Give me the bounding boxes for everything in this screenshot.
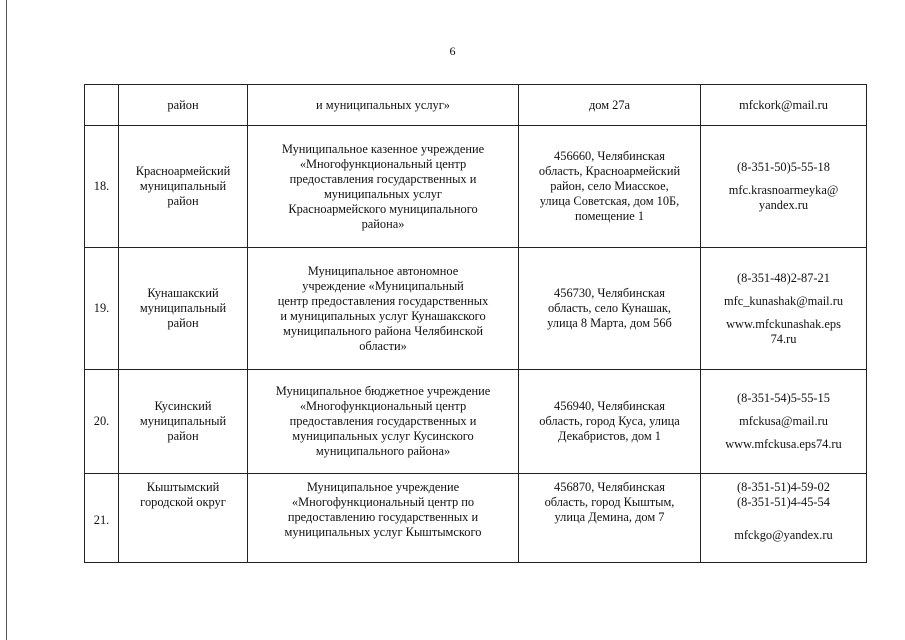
cell-line: улица 8 Марта, дом 56б (547, 316, 672, 330)
district-cell (119, 126, 248, 248)
contacts-cell (701, 126, 867, 248)
table-row (85, 474, 867, 563)
institution-cell (248, 248, 519, 370)
cell-line: 456870, Челябинская (554, 480, 665, 494)
district-cell (119, 370, 248, 474)
address-cell (519, 126, 701, 248)
email-link[interactable]: mfc.krasnoarmeyka@ (728, 183, 839, 197)
cell-line: район (167, 97, 199, 112)
cell-line: муниципальный (139, 414, 227, 428)
cell-line: предоставлению государственных и (287, 510, 479, 524)
table-row (85, 126, 867, 248)
cell-line: учреждение «Муниципальный (302, 278, 464, 293)
page-edge-line (6, 0, 7, 640)
cell-line: район (167, 316, 199, 330)
cell-line: Кунашакский (147, 286, 219, 300)
cell-line: «Многофункциональный центр по (291, 495, 475, 509)
cell-line: муниципальный (139, 179, 227, 193)
address-cell (519, 474, 701, 563)
cell-line: городской округ (140, 495, 226, 509)
website-link[interactable]: www.mfckunashak.eps (726, 316, 841, 331)
table-row (85, 248, 867, 370)
row-number: 21. (85, 474, 119, 563)
cell-line: улица Советская, дом 10Б, (539, 194, 680, 208)
cell-line: и муниципальных услуг» (316, 97, 450, 112)
cell-line: области» (359, 338, 407, 353)
cell-line: помещение 1 (574, 209, 645, 223)
contacts-cell (701, 370, 867, 474)
cell-line: область, Красноармейский (538, 164, 681, 178)
mfc-table (84, 84, 867, 563)
cell-line: муниципальный (139, 301, 227, 315)
website-link-continued[interactable]: 74.ru (770, 331, 797, 346)
website-link[interactable]: www.mfckusa.eps74.ru (725, 437, 842, 451)
cell-line: Муниципальное учреждение (306, 480, 460, 494)
cell-line: и муниципальных услуг Кунашакского (280, 308, 486, 323)
cell-line: Муниципальное казенное учреждение (281, 141, 485, 156)
cell-line: муниципальных услуг Кусинского (292, 429, 474, 443)
cell-line: района» (361, 216, 405, 231)
cell-line: область, город Куса, улица (539, 414, 680, 428)
cell-line: Красноармейский (135, 164, 231, 178)
cell-line: центр предоставления государственных (277, 293, 489, 308)
district-cell (119, 474, 248, 563)
institution-cell (248, 370, 519, 474)
email-link-continued[interactable]: yandex.ru (758, 198, 809, 212)
cell-line: муниципального района Челябинской (283, 323, 483, 338)
table-row (85, 370, 867, 474)
email-link[interactable]: mfckgo@yandex.ru (734, 528, 833, 542)
cell-line: «Многофункциональный центр (299, 399, 467, 413)
phone-number: (8-351-51)4-45-54 (737, 495, 830, 509)
row-number: 19. (85, 248, 119, 370)
cell-line: 456730, Челябинская (554, 286, 665, 300)
page-number: 6 (449, 44, 456, 58)
email-link[interactable]: mfc_kunashak@mail.ru (723, 293, 844, 308)
cell-line: Муниципальное автономное (307, 263, 459, 278)
cell-line: район, село Миасское, (550, 179, 669, 193)
cell-line: улица Демина, дом 7 (554, 510, 665, 524)
address-cell (519, 370, 701, 474)
row-number: 20. (85, 370, 119, 474)
email-link[interactable]: mfckusa@mail.ru (739, 414, 828, 428)
cell-line: область, город Кыштым, (544, 495, 675, 509)
district-cell (119, 85, 248, 126)
cell-line: муниципальных услуг (323, 186, 443, 201)
cell-line: Кыштымский (146, 480, 220, 494)
contacts-cell (701, 85, 867, 126)
district-cell (119, 248, 248, 370)
institution-cell (248, 474, 519, 563)
cell-line: район (167, 429, 199, 443)
address-cell (519, 248, 701, 370)
contacts-cell (701, 474, 867, 563)
cell-line: 456940, Челябинская (554, 399, 665, 413)
cell-line: 456660, Челябинская (554, 149, 665, 163)
phone-number: (8-351-48)2-87-21 (737, 270, 830, 285)
cell-line: область, село Кунашак, (547, 301, 672, 315)
phone-number: (8-351-54)5-55-15 (737, 391, 830, 405)
cell-line: муниципального района» (315, 444, 451, 458)
institution-cell (248, 85, 519, 126)
cell-line: район (167, 194, 199, 208)
phone-number: (8-351-50)5-55-18 (737, 160, 830, 174)
row-number: 18. (85, 126, 119, 248)
row-number (85, 85, 119, 126)
cell-line: предоставления государственных и (289, 414, 477, 428)
cell-line: «Многофункциональный центр (299, 156, 467, 171)
phone-number: (8-351-51)4-59-02 (737, 480, 830, 494)
address-cell (519, 85, 701, 126)
cell-line: Декабристов, дом 1 (558, 429, 661, 443)
table-row (85, 85, 867, 126)
cell-line: предоставления государственных и (289, 171, 477, 186)
cell-line: муниципальных услуг Кыштымского (284, 525, 482, 539)
institution-cell (248, 126, 519, 248)
contacts-cell (701, 248, 867, 370)
cell-line: Муниципальное бюджетное учреждение (275, 384, 491, 398)
cell-line: Красноармейского муниципального (288, 201, 478, 216)
cell-line: Кусинский (154, 399, 212, 413)
email-link[interactable]: mfckork@mail.ru (739, 97, 828, 112)
cell-line: дом 27а (588, 97, 631, 112)
